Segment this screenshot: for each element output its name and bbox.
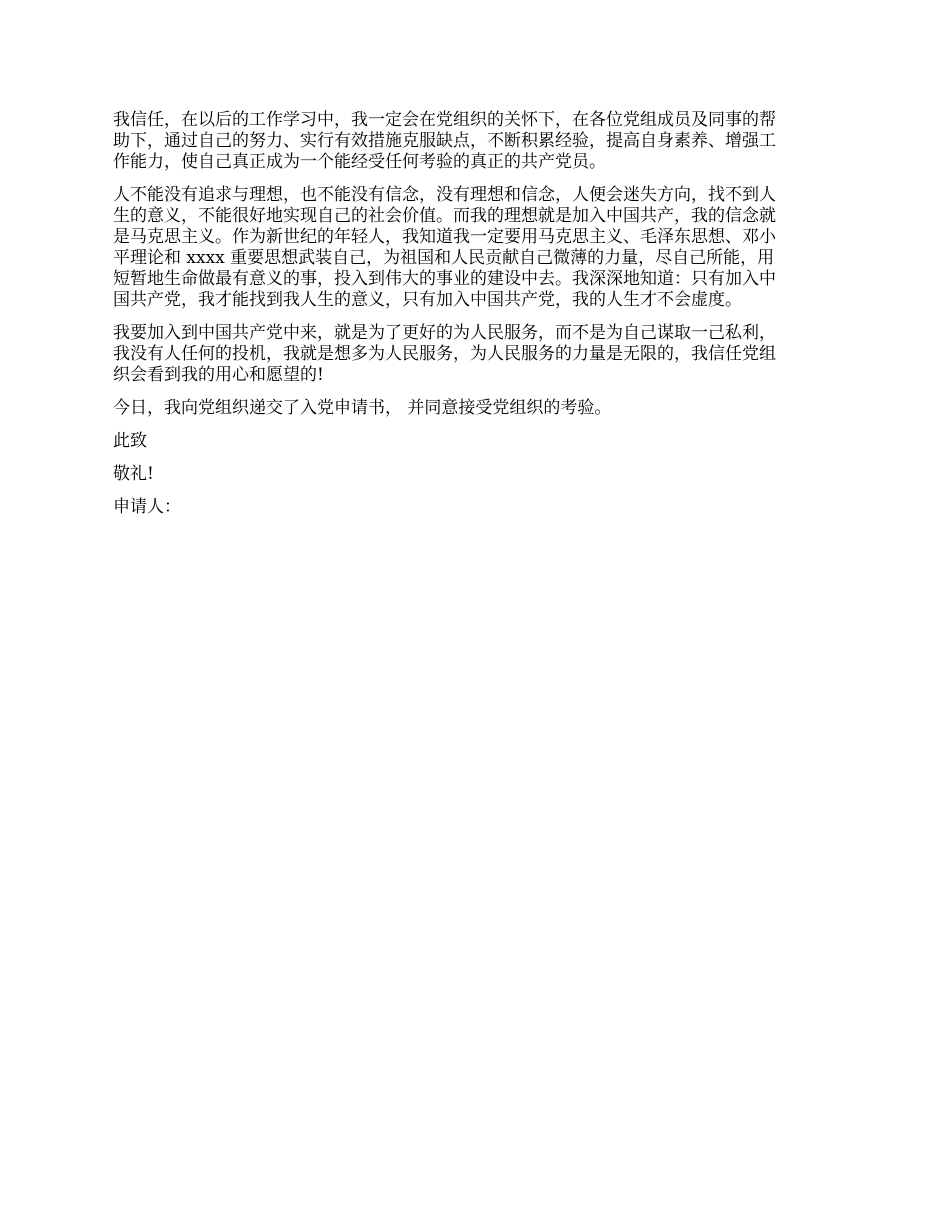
text-line: 我要加入到中国共产党中来，就是为了更好的为人民服务，而不是为自己谋取一己私利， <box>113 323 776 343</box>
paragraph-1 <box>113 110 841 173</box>
text-line: 国共产党，我才能找到我人生的意义，只有加入中国共产党，我的人生才不会虚度。 <box>113 290 742 310</box>
text-line: 我信任，在以后的工作学习中，我一定会在党组织的关怀下，在各位党组成员及同事的帮 <box>113 110 776 130</box>
text-line: 生的意义，不能很好地实现自己的社会价值。而我的理想就是加入中国共产，我的信念就 <box>113 206 776 226</box>
closing-text: 此致 <box>113 431 147 451</box>
text-line: 助下，通过自己的努力、实行有效措施克服缺点，不断积累经验，提高自身素养、增强工 <box>113 131 776 151</box>
text-line: 织会看到我的用心和愿望的! <box>113 365 324 385</box>
text-line: 今日，我向党组织递交了入党申请书， 并同意接受党组织的考验。 <box>113 398 612 418</box>
paragraph-2 <box>113 185 841 311</box>
text-line: 短暂地生命做最有意义的事，投入到伟大的事业的建设中去。我深深地知道：只有加入中 <box>113 269 776 289</box>
paragraph-3 <box>113 323 841 386</box>
signature-label: 申请人： <box>113 497 181 517</box>
paragraph-4 <box>113 398 841 419</box>
text-line: 人不能没有追求与理想，也不能没有信念，没有理想和信念，人便会迷失方向，找不到人 <box>113 185 776 205</box>
text-line: 是马克思主义。作为新世纪的年轻人，我知道我一定要用马克思主义、毛泽东思想、邓小 <box>113 227 776 247</box>
text-line: 我没有人任何的投机，我就是想多为人民服务，为人民服务的力量是无限的，我信任党组 <box>113 344 776 364</box>
salute-text: 敬礼! <box>113 464 154 484</box>
text-line: 平理论和 xxxx 重要思想武装自己，为祖国和人民贡献自己微薄的力量，尽自己所能，用 <box>113 248 775 268</box>
text-line: 作能力，使自己真正成为一个能经受任何考验的真正的共产党员。 <box>113 152 606 172</box>
document-body <box>113 110 841 530</box>
